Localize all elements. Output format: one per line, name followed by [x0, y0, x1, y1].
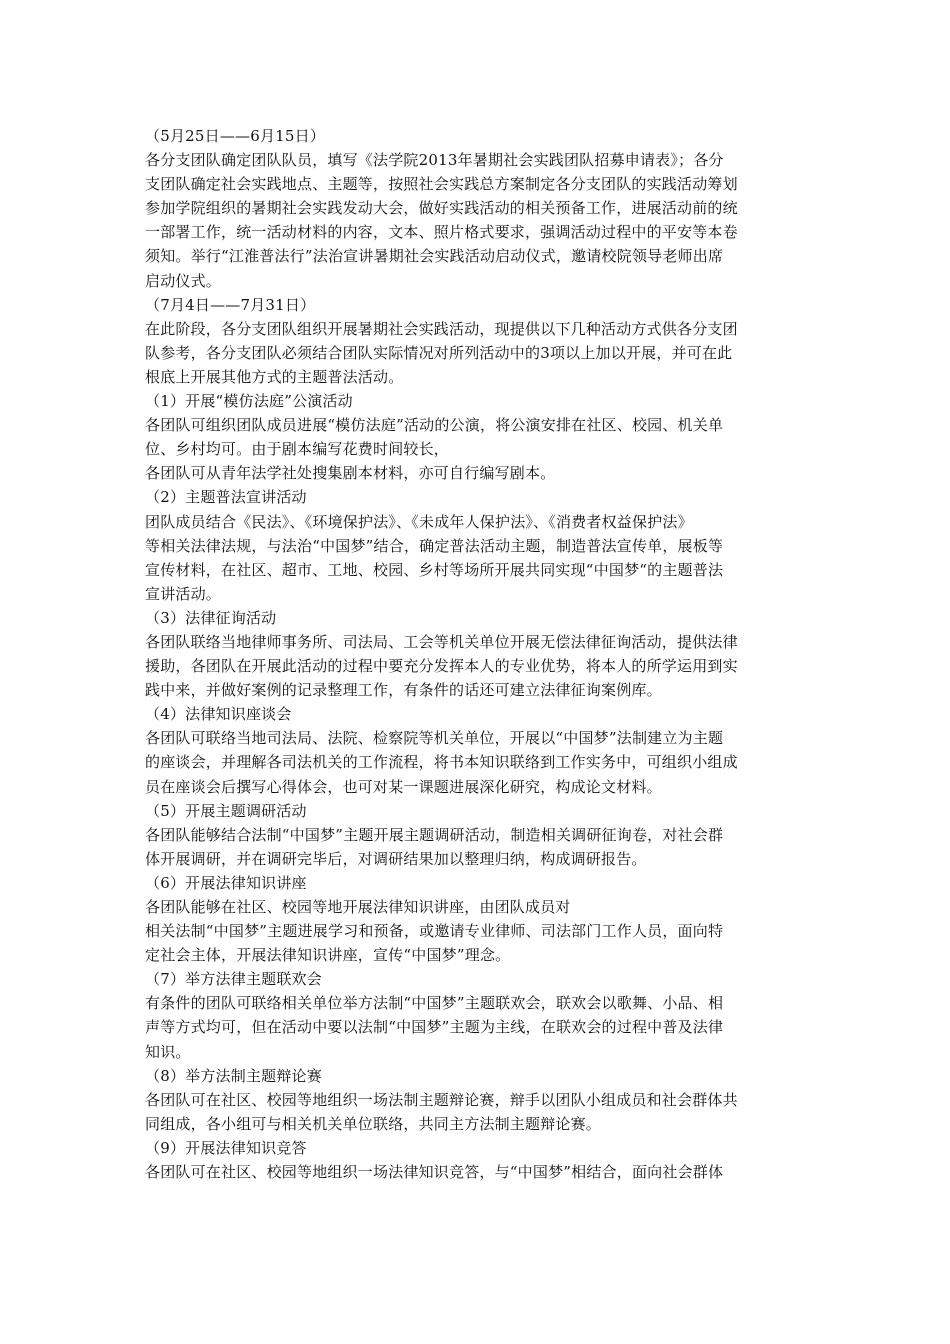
text-line: 定社会主体，开展法律知识讲座，宣传“中国梦”理念。 — [145, 946, 511, 965]
text-line: 有条件的团队可联络相关单位举方法制“中国梦”主题联欢会，联欢会以歌舞、小品、相 — [145, 994, 724, 1013]
text-line: （7月4日——7月31日） — [145, 295, 316, 314]
text-line: 位、乡村均可。由于剧本编写花费时间较长， — [145, 440, 450, 459]
text-line: 支团队确定社会实践地点、主题等，按照社会实践总方案制定各分支团队的实践活动筹划 — [145, 175, 738, 194]
text-line: 各团队可组织团队成员进展“模仿法庭”活动的公演，将公演安排在社区、校园、机关单 — [145, 416, 724, 435]
text-line: 的座谈会，并理解各司法机关的工作流程，将书本知识联络到工作实务中，可组织小组成 — [145, 753, 738, 772]
text-line: 各分支团队确定团队队员，填写《法学院2013年暑期社会实践团队招募申请表》；各分 — [145, 151, 724, 170]
text-line: 相关法制“中国梦”主题进展学习和预备，或邀请专业律师、司法部门工作人员，面向特 — [145, 922, 724, 941]
text-line: 援助，各团队在开展此活动的过程中要充分发挥本人的专业优势，将本人的所学运用到实 — [145, 657, 738, 676]
text-line: （9）开展法律知识竞答 — [145, 1138, 307, 1157]
text-line: 各团队能够结合法制“中国梦”主题开展主题调研活动，制造相关调研征询卷，对社会群 — [145, 825, 724, 844]
text-line: （6）开展法律知识讲座 — [145, 873, 307, 892]
text-line: 各团队可在社区、校园等地组织一场法律知识竞答，与“中国梦”相结合，面向社会群体 — [145, 1163, 724, 1182]
text-line: 在此阶段，各分支团队组织开展暑期社会实践活动，现提供以下几种活动方式供各分支团 — [145, 319, 738, 338]
text-line: 一部署工作，统一活动材料的内容，文本、照片格式要求，强调活动过程中的平安等本卷 — [145, 223, 738, 242]
text-line: （8）举方法制主题辩论赛 — [145, 1066, 322, 1085]
text-line: 体开展调研，并在调研完毕后，对调研结果加以整理归纳，构成调研报告。 — [145, 849, 647, 868]
text-line: （2）主题普法宣讲活动 — [145, 488, 307, 507]
text-line: 根底上开展其他方式的主题普法活动。 — [145, 367, 404, 386]
text-line: 须知。举行“江淮普法行”法治宣讲暑期社会实践活动启动仪式，邀请校院领导老师出席 — [145, 247, 724, 266]
text-line: 同组成，各小组可与相关机关单位联络，共同主方法制主题辩论赛。 — [145, 1114, 602, 1133]
text-line: 践中来，并做好案例的记录整理工作，有条件的话还可建立法律征询案例库。 — [145, 681, 662, 700]
text-line: 声等方式均可，但在活动中要以法制“中国梦”主题为主线，在联欢会的过程中普及法律 — [145, 1018, 724, 1037]
text-line: （1）开展“模仿法庭”公演活动 — [145, 392, 353, 411]
text-line: 知识。 — [145, 1042, 191, 1061]
text-line: （3）法律征询活动 — [145, 608, 277, 627]
text-line: 队参考，各分支团队必须结合团队实际情况对所列活动中的3项以上加以开展，并可在此 — [145, 343, 733, 362]
text-line: 宣讲活动。 — [145, 584, 222, 603]
text-line: 各团队可从青年法学社处搜集剧本材料，亦可自行编写剧本。 — [145, 464, 556, 483]
text-line: 员在座谈会后撰写心得体会，也可对某一课题进展深化研究，构成论文材料。 — [145, 777, 662, 796]
text-line: 各团队可在社区、校园等地组织一场法制主题辩论赛，辩手以团队小组成员和社会群体共 — [145, 1090, 738, 1109]
text-line: （7）举方法律主题联欢会 — [145, 970, 322, 989]
text-line: 各团队能够在社区、校园等地开展法律知识讲座，由团队成员对 — [145, 898, 571, 916]
text-line: （5月25日——6月15日） — [145, 127, 326, 145]
text-line: 等相关法律法规，与法治“中国梦”结合，确定普法活动主题，制造普法宣传单，展板等 — [145, 536, 724, 555]
text-line: （5）开展主题调研活动 — [145, 801, 307, 820]
document-body — [145, 124, 825, 1184]
text-line: 各团队联络当地律师事务所、司法局、工会等机关单位开展无偿法律征询活动，提供法律 — [145, 632, 738, 651]
text-line: 宣传材料，在社区、超市、工地、校园、乡村等场所开展共同实现“中国梦“的主题普法 — [145, 560, 724, 579]
text-line: 参加学院组织的暑期社会实践发动大会，做好实践活动的相关预备工作，进展活动前的统 — [145, 199, 738, 218]
text-line: 团队成员结合《民法》、《环境保护法》、《未成年人保护法》、《消费者权益保护法》 — [145, 512, 693, 531]
text-line: （4）法律知识座谈会 — [145, 705, 292, 724]
text-line: 启动仪式。 — [145, 271, 222, 290]
text-line: 各团队可联络当地司法局、法院、检察院等机关单位，开展以“中国梦”法制建立为主题 — [145, 729, 724, 748]
